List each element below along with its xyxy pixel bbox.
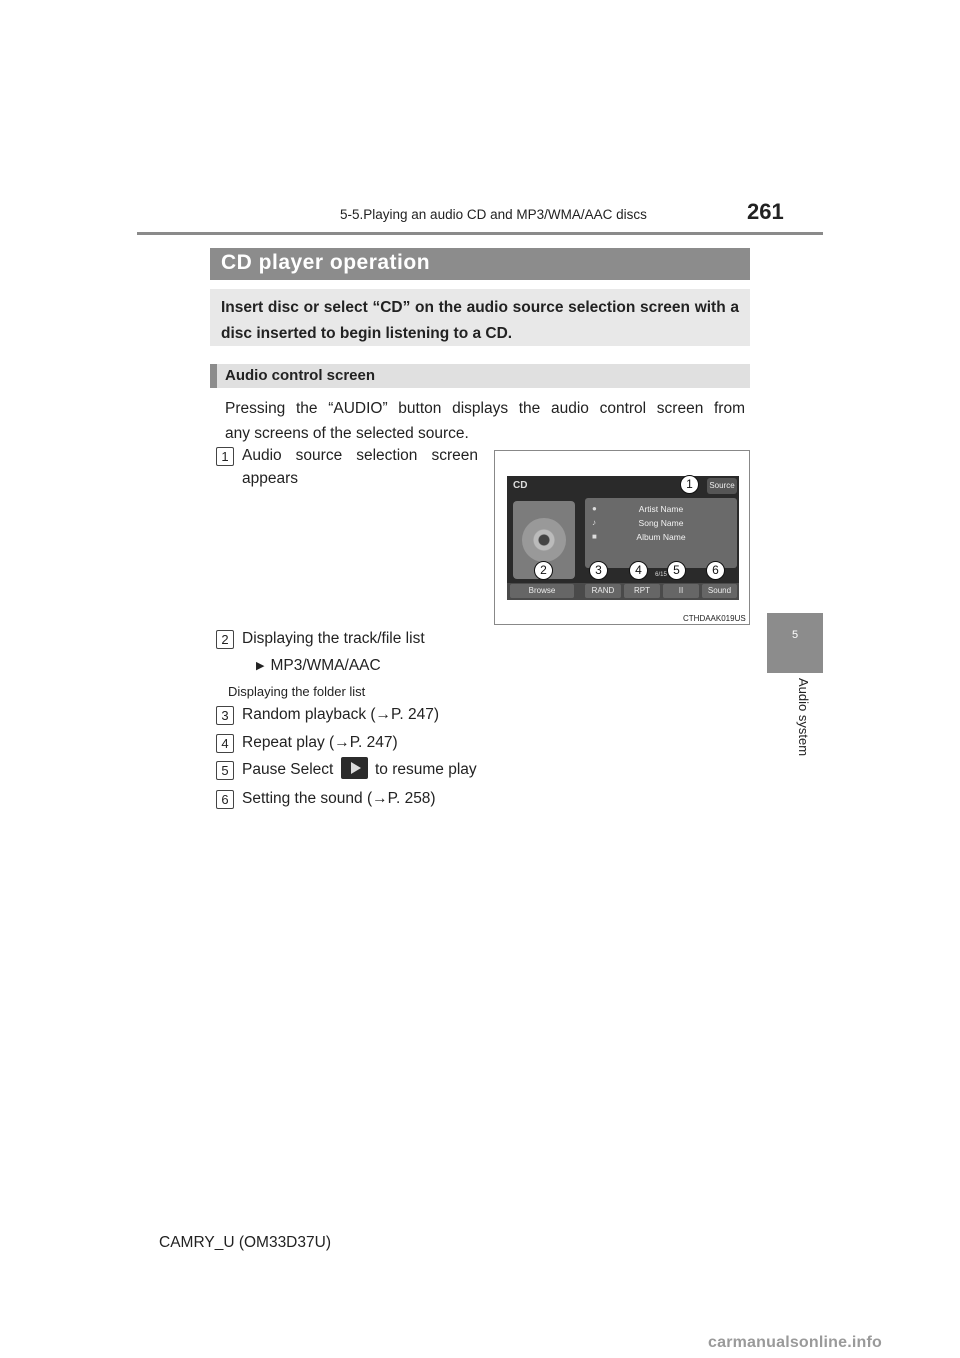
section-heading-bar <box>210 248 750 280</box>
screen-browse-button: Browse <box>510 584 574 598</box>
item-3-text: Random playback (→P. 247) <box>242 706 440 723</box>
artist-name: Artist Name <box>638 504 684 514</box>
item-2-subheading <box>256 655 381 678</box>
item-2-subtext: Displaying the folder list <box>228 684 366 699</box>
audio-screen <box>507 476 739 600</box>
screen-rand-button: RAND <box>585 584 621 598</box>
screen-pause-button: II <box>663 584 699 598</box>
intro-box: Insert disc or select “CD” on the audio source selection screen with a disc inserted to begin listening to a CD. <box>210 289 750 346</box>
figure-caption: CTHDAAK019US <box>683 614 746 623</box>
callout-1: 1 <box>680 475 699 494</box>
item-2-text: Displaying the track/file list <box>242 630 425 647</box>
subsection-heading: Audio control screen <box>225 367 376 384</box>
chapter-number: 5 <box>791 629 799 641</box>
section-heading: CD player operation <box>221 251 431 274</box>
item-5-text-after: to resume play <box>374 761 477 779</box>
item-marker-1: 1 <box>216 447 234 466</box>
item-marker-2: 2 <box>216 630 234 649</box>
item-marker-3: 3 <box>216 706 234 725</box>
body-line-1: Pressing the “AUDIO” button displays the audio control screen from <box>225 400 745 417</box>
item-4-text: Repeat play (→P. 247) <box>242 734 398 751</box>
item-2-subheading-text: MP3/WMA/AAC <box>270 657 381 674</box>
track-info-panel <box>585 498 737 568</box>
callout-2: 2 <box>534 561 553 580</box>
callout-4: 4 <box>629 561 648 580</box>
item-5-text-before: Pause Select <box>242 761 334 779</box>
music-note-icon: ♪ <box>592 518 596 527</box>
item-6-text: Setting the sound (→P. 258) <box>242 790 436 807</box>
track-count: 6/15 <box>655 572 667 578</box>
chapter-label: Audio system <box>796 678 811 757</box>
screen-rpt-button: RPT <box>624 584 660 598</box>
screen-sound-button: Sound <box>702 584 737 598</box>
page-number: 261 <box>747 199 784 224</box>
chapter-tab <box>767 613 823 673</box>
watermark: carmanualsonline.info <box>708 1334 883 1351</box>
item-marker-5: 5 <box>216 761 234 780</box>
footer-model: CAMRY_U (OM33D37U) <box>159 1234 331 1251</box>
header-section-title: 5-5.Playing an audio CD and MP3/WMA/AAC discs <box>340 207 647 222</box>
item-marker-4: 4 <box>216 734 234 753</box>
song-name: Song Name <box>638 518 684 528</box>
audio-control-screen-figure <box>494 450 750 625</box>
header-divider <box>137 232 823 235</box>
callout-5: 5 <box>667 561 686 580</box>
item-1-text <box>242 445 478 490</box>
person-icon: ● <box>592 504 597 513</box>
subsection-heading-bar <box>210 364 750 388</box>
callout-3: 3 <box>589 561 608 580</box>
item-1-line-2: appears <box>242 470 299 487</box>
item-5-text <box>242 759 477 781</box>
album-name: Album Name <box>636 532 686 542</box>
body-line-2: any screens of the selected source. <box>225 425 469 442</box>
callout-6: 6 <box>706 561 725 580</box>
screen-source-label: CD <box>513 480 528 491</box>
album-icon: ■ <box>592 532 597 541</box>
play-icon <box>341 757 368 779</box>
screen-source-button: Source <box>707 478 737 494</box>
body-paragraph <box>225 396 745 446</box>
screen-button-bar <box>507 583 739 600</box>
item-1-line-1: Audio source selection screen <box>242 447 478 464</box>
item-marker-6: 6 <box>216 790 234 809</box>
disc-icon <box>522 518 566 562</box>
chapter-label-container <box>767 678 823 778</box>
triangle-bullet-icon: ▶ <box>256 660 265 672</box>
